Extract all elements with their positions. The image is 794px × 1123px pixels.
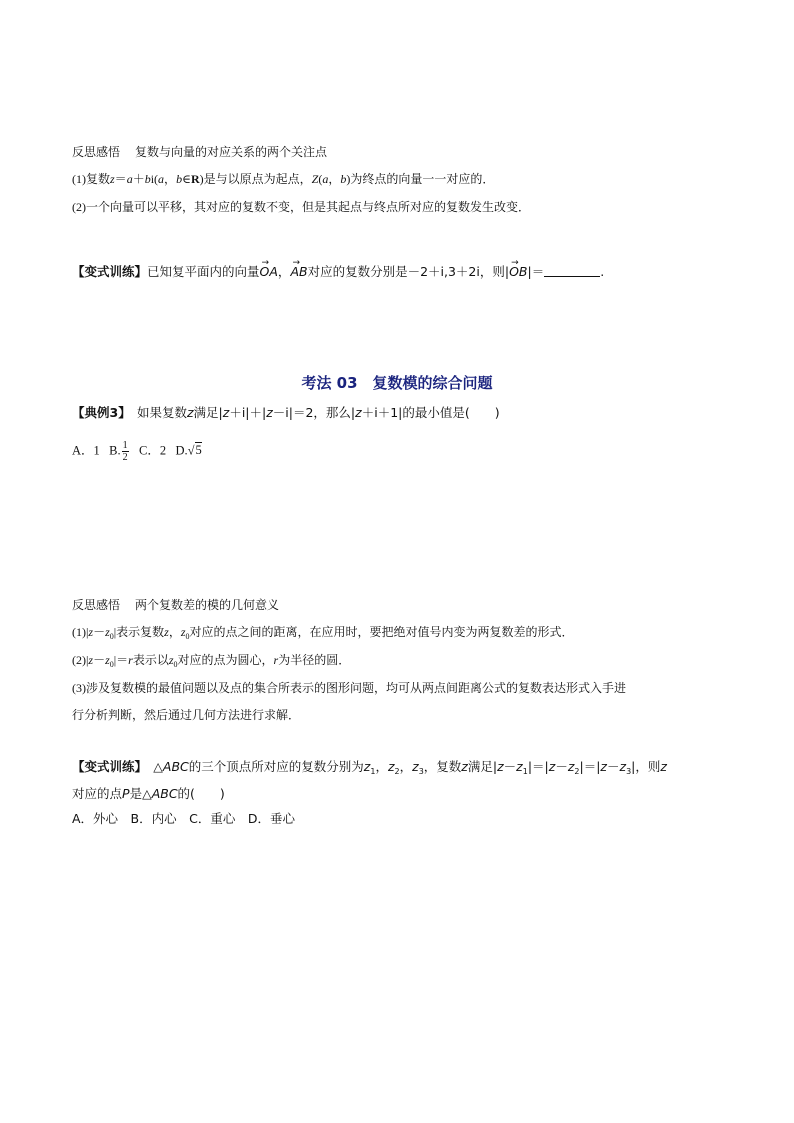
text: 的( ): [177, 786, 225, 801]
text: 对应的点之间的距离，在应用时，要把绝对值号内变为两复数差的形式．: [189, 625, 574, 639]
text: ＋i|＋|: [229, 405, 267, 420]
var: z: [600, 759, 607, 774]
subscript: 3: [626, 767, 632, 776]
text: －i|＝2，那么|: [272, 405, 356, 420]
var: r: [128, 653, 133, 667]
text: 对应的点: [72, 786, 123, 801]
var: z: [461, 759, 468, 774]
text: )是与以原点为起点，: [199, 172, 312, 186]
answer-blank: [544, 265, 600, 277]
text: 对应的复数分别是－2＋i,3＋2i，则|: [307, 264, 510, 279]
var: z: [548, 759, 556, 774]
var: a: [158, 172, 165, 186]
subscript: 0: [109, 632, 114, 641]
subscript: 0: [109, 660, 114, 669]
var: z: [105, 653, 110, 667]
text: |表示复数: [113, 625, 165, 639]
var: z: [186, 405, 194, 420]
text: ，复数: [423, 759, 462, 774]
example-bracket: 【典例3】: [72, 405, 125, 420]
text: △: [153, 759, 163, 774]
text: (2)|: [72, 653, 89, 667]
var: r: [273, 653, 279, 667]
text: ∈: [182, 172, 191, 186]
example-3-options: [72, 440, 202, 463]
text: ＋: [132, 172, 145, 186]
reflection-heading: [72, 144, 327, 160]
reflection-title: 复数与向量的对应关系的两个关注点: [135, 145, 328, 159]
var: z: [88, 653, 94, 667]
subscript: 2: [574, 767, 580, 776]
reflection-label: 反思感悟: [72, 598, 121, 612]
reflection-2-point-1: [72, 624, 574, 645]
var: Z: [311, 172, 319, 186]
denominator: 2: [122, 452, 128, 463]
subscript: 0: [185, 632, 190, 641]
reflection-title: 两个复数差的模的几何意义: [135, 598, 280, 612]
text: ，: [328, 172, 341, 186]
text: 已知复平面内的向量: [147, 264, 260, 279]
option-c: C．2: [139, 443, 167, 458]
numerator: 1: [122, 440, 128, 451]
var: z: [660, 759, 667, 774]
text: |＝: [527, 264, 545, 279]
text: ＝: [114, 172, 127, 186]
text: (1)|: [72, 625, 89, 639]
var: z: [619, 759, 627, 774]
text: |＝: [113, 653, 129, 667]
var: z: [355, 405, 362, 420]
section-title: 考法 03 复数模的综合问题: [301, 374, 493, 392]
sqrt-icon: √: [187, 443, 195, 458]
text: －: [93, 653, 106, 667]
exercise-bracket: 【变式训练】: [72, 264, 148, 279]
var: z: [266, 405, 273, 420]
var: z: [412, 759, 419, 774]
exercise-2-line-1: [72, 759, 667, 780]
text: －: [555, 759, 568, 774]
var: a: [322, 172, 329, 186]
exercise-2-options: A．外心 B．内心 C．重心 D．垂心: [72, 811, 295, 826]
var: z: [105, 625, 110, 639]
var: z: [567, 759, 575, 774]
exercise-2-line-2: [72, 786, 225, 802]
vector-oa: → OA: [260, 264, 278, 280]
var: b: [176, 172, 183, 186]
text: 为半径的圆．: [278, 653, 351, 667]
text: i(: [150, 172, 159, 186]
text: 满足|: [467, 759, 498, 774]
vector-ob: → OB: [509, 264, 527, 280]
reflection-2-point-3-line-2: 行分析判断，然后通过几何方法进行求解．: [72, 708, 301, 722]
example-3: [72, 405, 500, 421]
text: －: [503, 759, 517, 774]
var: z: [516, 759, 523, 774]
text: |，则: [631, 759, 661, 774]
text: )为终点的向量一一对应的．: [346, 172, 495, 186]
text: (1)复数: [72, 172, 110, 186]
reflection-2-heading: [72, 597, 279, 613]
var: a: [126, 172, 133, 186]
var: R: [190, 172, 200, 186]
text: (: [318, 172, 323, 186]
subscript: 1: [370, 767, 376, 776]
text: ，: [168, 625, 181, 639]
var: z: [110, 172, 115, 186]
var: ABC: [151, 786, 178, 801]
subscript: 2: [394, 767, 400, 776]
var: z: [88, 625, 94, 639]
text: |＝|: [579, 759, 601, 774]
text: |＝|: [527, 759, 549, 774]
reflection-point-2: (2)一个向量可以平移，其对应的复数不变，但是其起点与终点所对应的复数发生改变．: [72, 200, 530, 214]
text: 表示以: [132, 653, 169, 667]
subscript: 1: [522, 767, 528, 776]
var: b: [144, 172, 151, 186]
var: z: [164, 625, 169, 639]
subscript: 0: [173, 660, 178, 669]
text: －: [93, 625, 106, 639]
reflection-2-point-3-line-1: (3)涉及复数模的最值问题以及点的集合所表示的图形问题，均可从两点间距离公式的复数表达形式入手进: [72, 681, 626, 695]
var: z: [222, 405, 230, 420]
text: .: [600, 264, 605, 279]
option-b-fraction: [122, 440, 129, 463]
text: 对应的点为圆心，: [177, 653, 274, 667]
text: 满足|: [193, 405, 223, 420]
subscript: 3: [418, 767, 424, 776]
vector-ab: → AB: [290, 264, 307, 280]
var: z: [387, 759, 395, 774]
var: z: [168, 653, 174, 667]
var: P: [122, 786, 130, 801]
reflection-label: 反思感悟: [72, 145, 121, 159]
text: ＋i＋1|的最小值是( ): [361, 405, 500, 420]
text: ，: [164, 172, 177, 186]
text: 是△: [129, 786, 152, 801]
text: ，: [375, 759, 388, 774]
option-a: A．1: [72, 443, 100, 458]
text: 如果复数: [136, 405, 187, 420]
text: ，: [277, 264, 291, 279]
var: ABC: [162, 759, 189, 774]
option-d-label: D.: [175, 443, 188, 458]
text: 的三个顶点所对应的复数分别为: [188, 759, 364, 774]
exercise-1: [72, 264, 604, 280]
var: b: [340, 172, 347, 186]
text: ，: [399, 759, 413, 774]
var: z: [180, 625, 186, 639]
reflection-2-point-2: [72, 652, 350, 673]
option-d-radicand: 5: [195, 443, 202, 458]
exercise-bracket: 【变式训练】: [72, 759, 141, 774]
option-b-label: B.: [109, 443, 121, 458]
var: z: [497, 759, 504, 774]
reflection-point-1: [72, 171, 494, 187]
text: －: [606, 759, 620, 774]
var: z: [363, 759, 371, 774]
